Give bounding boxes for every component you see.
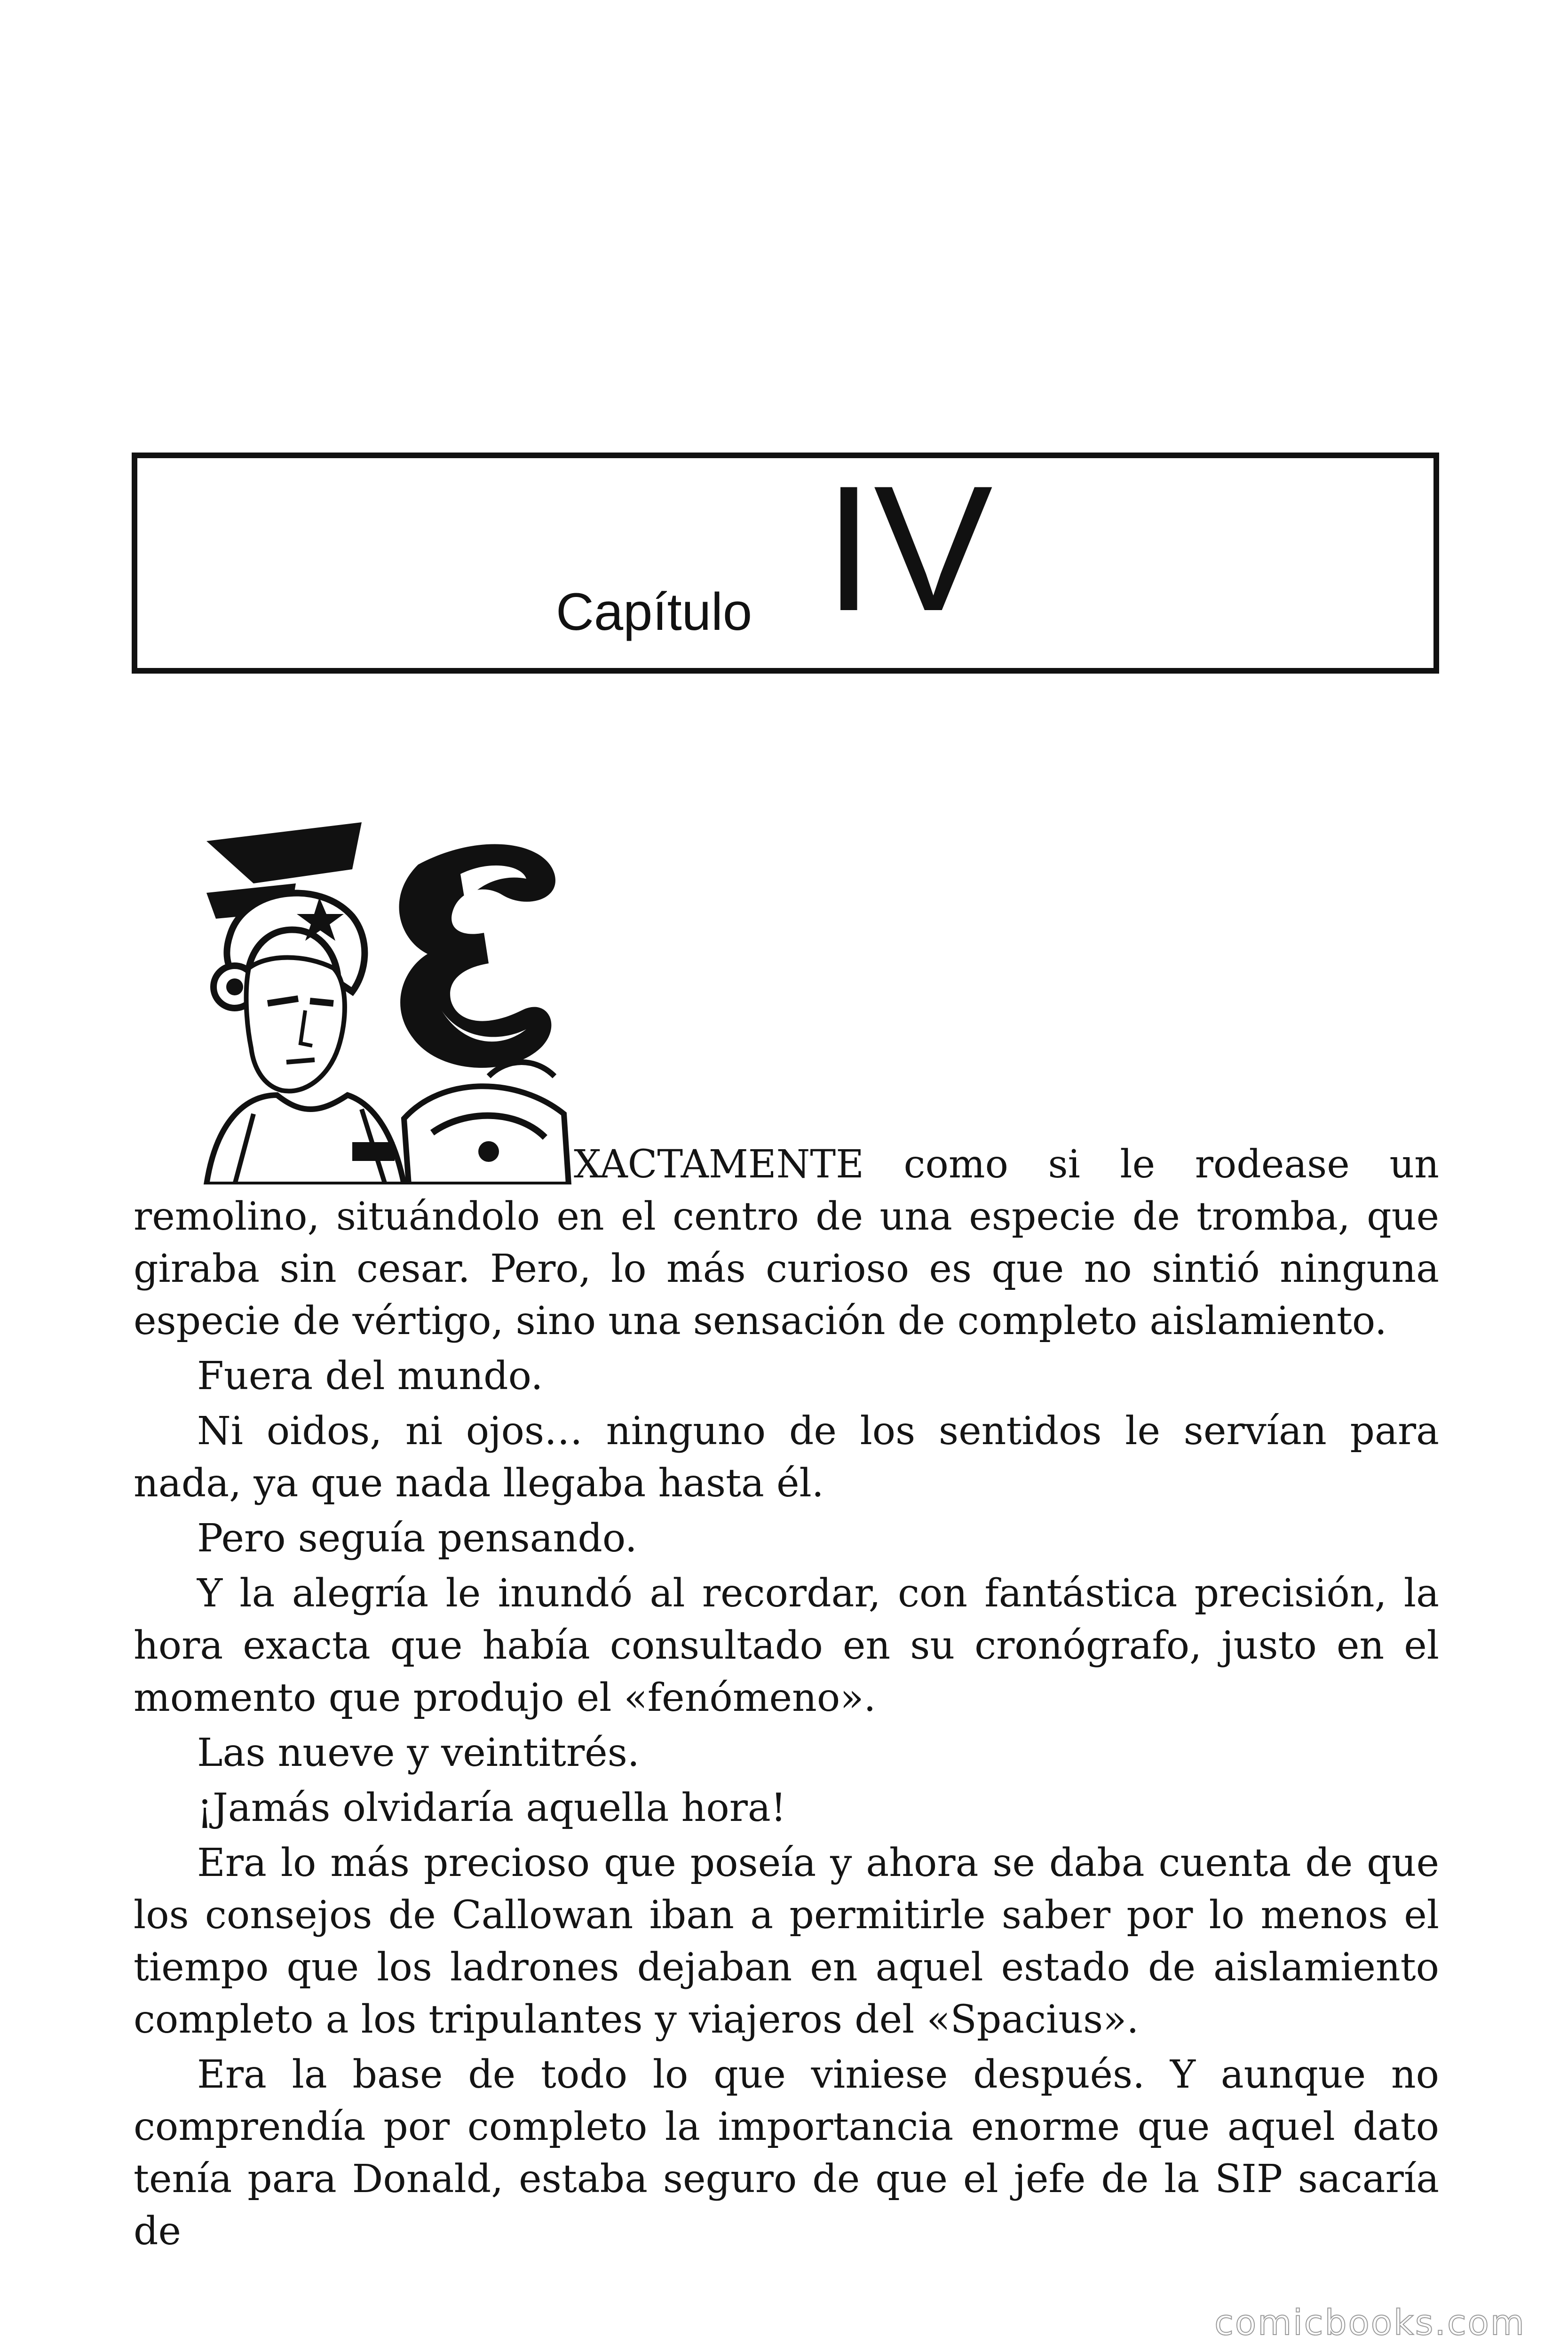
chapter-number: IV	[824, 448, 993, 648]
paragraph: Ni oidos, ni ojos… ninguno de los sentidos le servían para nada, ya que nada llegaba hasta él.	[134, 1409, 1439, 1506]
paragraph: Era la base de todo lo que viniese después. Y aunque no comprendía por completo la importancia enorme que aquel dato tenía para Donald, estaba seguro de que el jefe de la SIP sacaría de	[134, 2052, 1439, 2254]
drop-cap-illustration	[197, 813, 574, 1184]
watermark: comicbooks.com	[1214, 2303, 1526, 2343]
paragraph: Y la alegría le inundó al recordar, con fantástica precisión, la hora exacta que había consultado en su cronógrafo, justo en el momento que produjo el «fenómeno».	[134, 1571, 1439, 1720]
chapter-heading-box	[132, 448, 1439, 674]
paragraph: Pero seguía pensando.	[197, 1516, 637, 1561]
chapter-label: Capítulo	[556, 582, 752, 641]
paragraph: Las nueve y veintitrés.	[197, 1731, 640, 1775]
paragraph: Fuera del mundo.	[197, 1354, 543, 1398]
paragraph: Era lo más precioso que poseía y ahora se daba cuenta de que los consejos de Callowan iban a permitirle saber por lo menos el tiempo que los ladrones dejaban en aquel estado de aislamiento completo a los tripulantes y viajeros del «Spacius».	[134, 1841, 1439, 2042]
body-text	[134, 1138, 1439, 2257]
paragraph: XACTAMENTE como si le rodease un remolino, situándolo en el centro de una especie de tromba, que giraba sin cesar. Pero, lo más curioso es que no sintió ninguna especie de vértigo, sino una sensación de completo aislamiento.	[134, 1142, 1439, 1343]
paragraph: ¡Jamás olvidaría aquella hora!	[197, 1786, 786, 1830]
